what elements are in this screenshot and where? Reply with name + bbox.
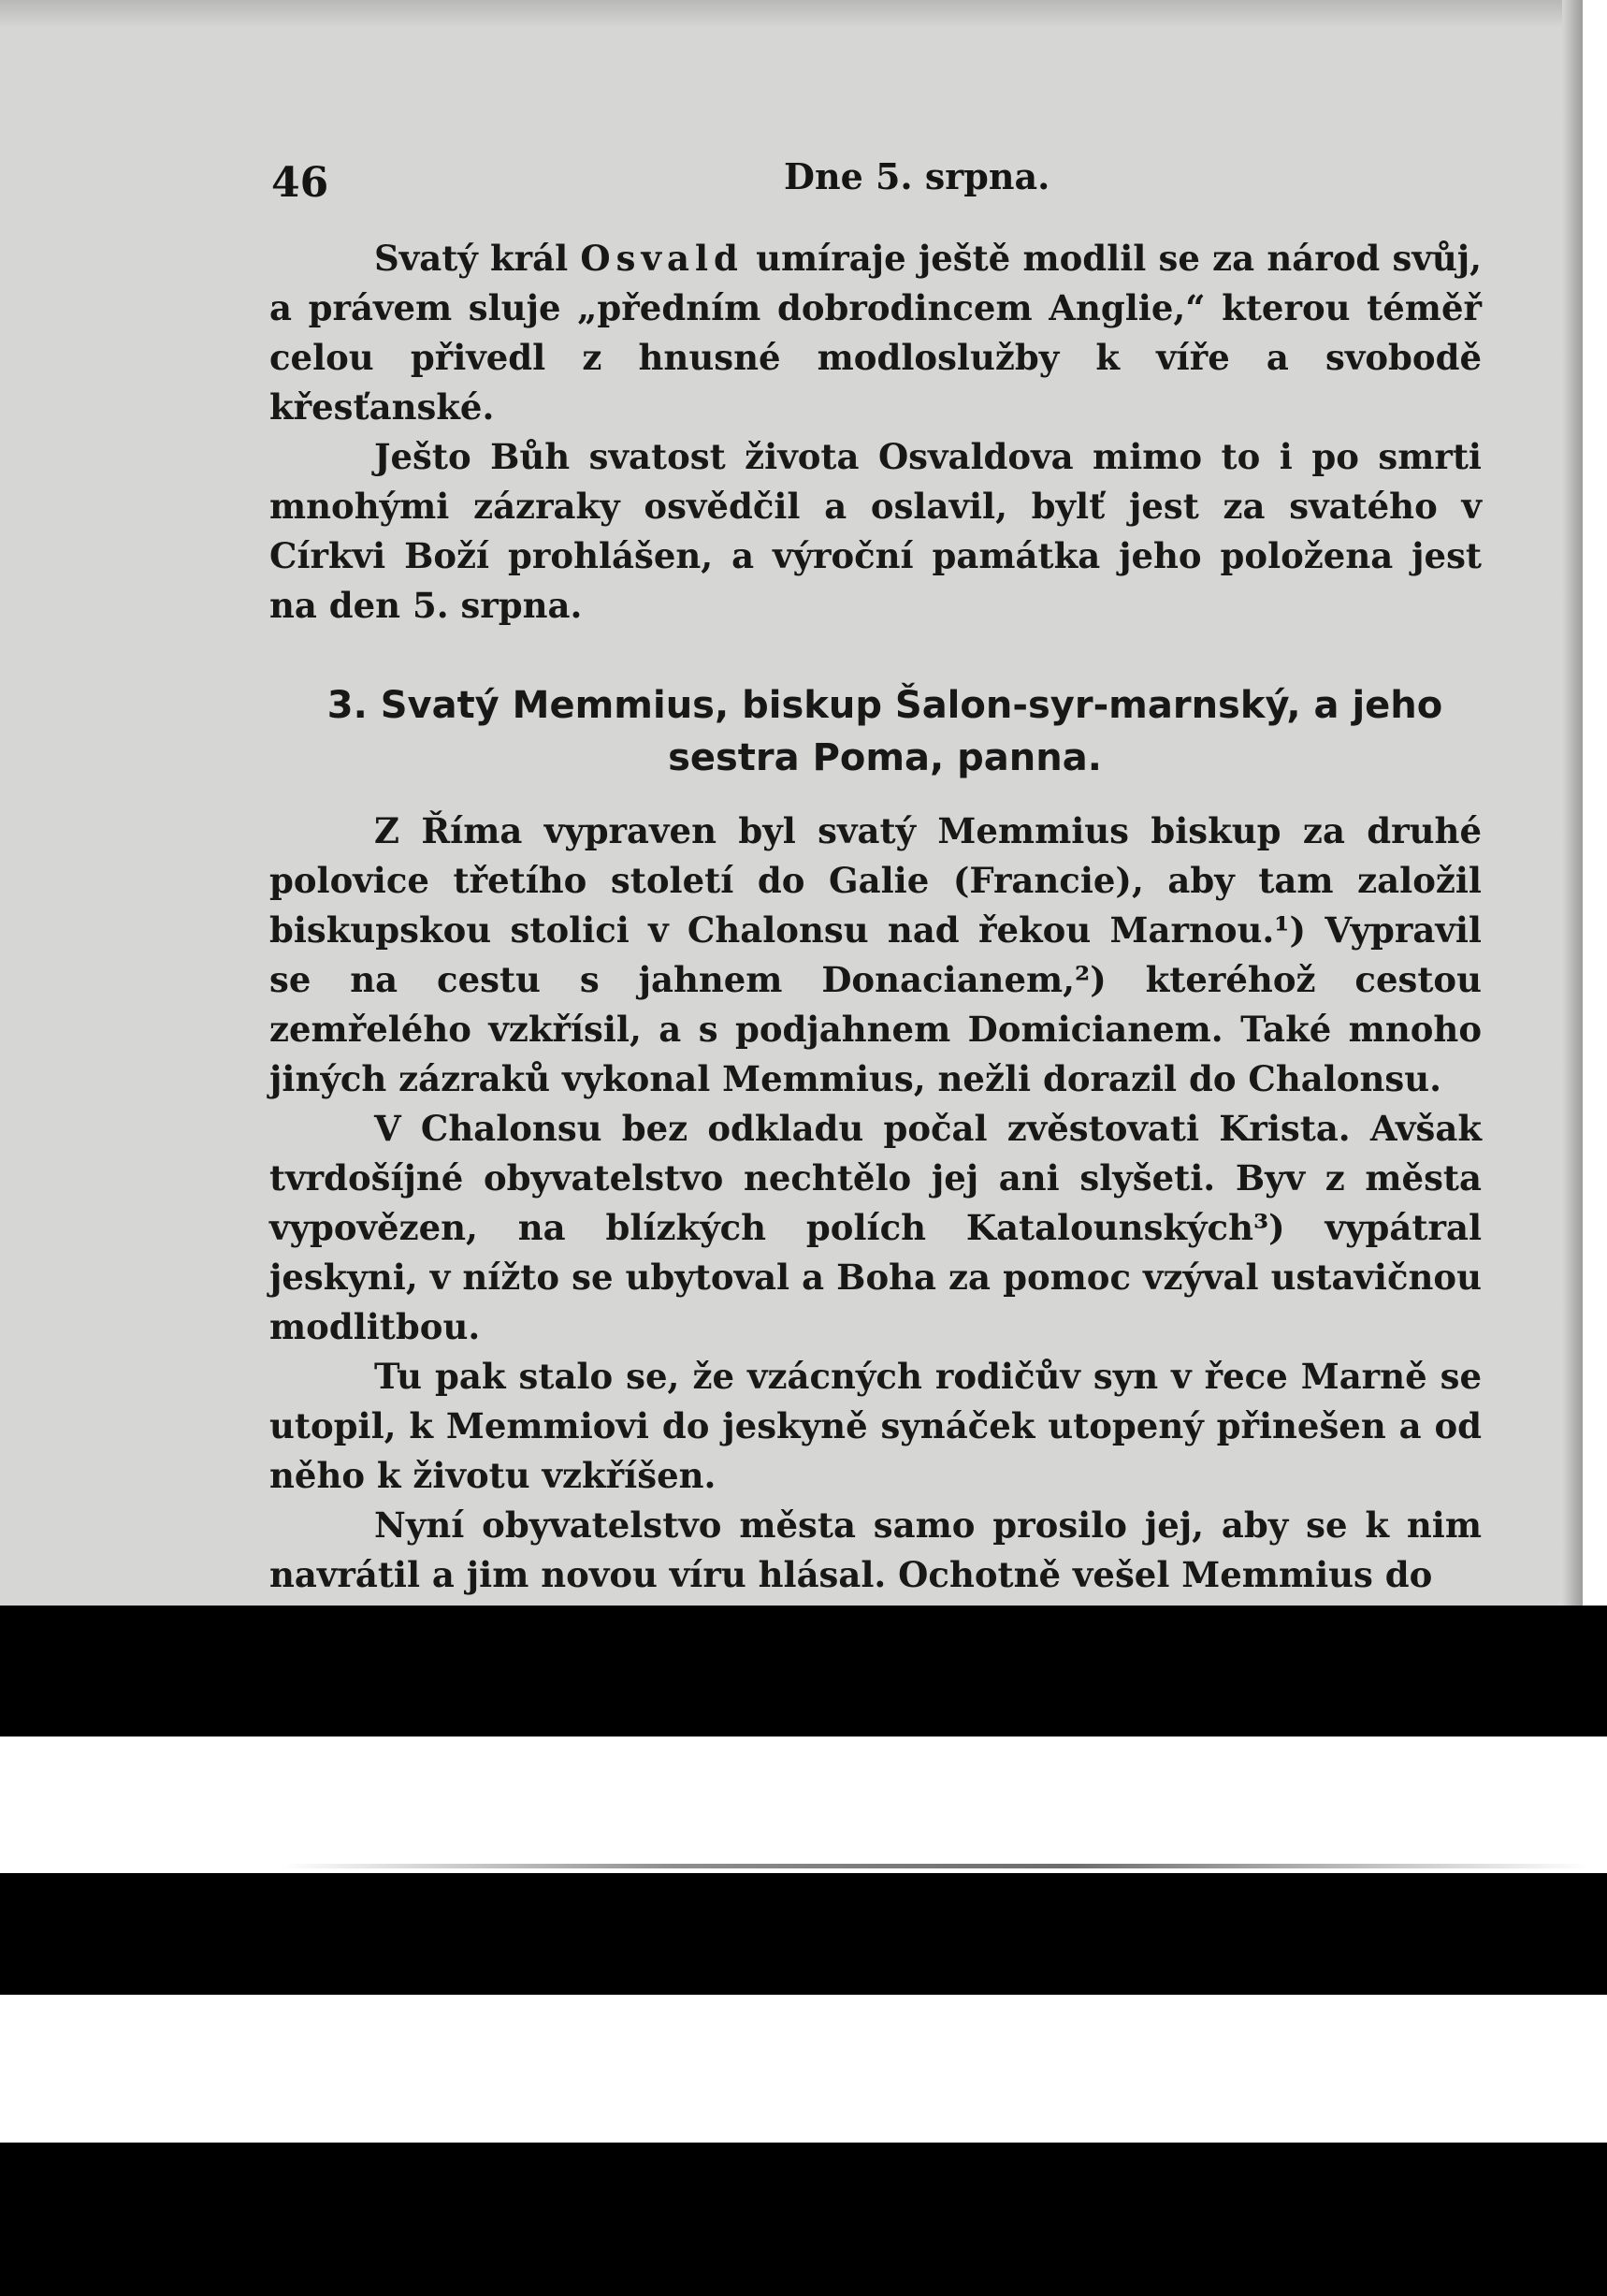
paragraph-5: Tu pak stalo se, že vzácných rodičův syn v řece Marně se utopil, k Memmiovi do jeskyně synáček utopený přinešen a od něho k životu vzkříšen.: [269, 1356, 1482, 1496]
paragraph-1: Svatý král Osvald umíraje ještě modlil se za národ svůj, a právem sluje „předním dobrodincem Anglie,“ kterou téměř celou přivedl z hnusné modloslužby k víře a svobodě křesťanské.: [269, 238, 1482, 428]
page-header: [0, 150, 1607, 206]
page-edge-shadow: [1562, 0, 1583, 1606]
paragraph-3: Z Říma vypraven byl svatý Memmius biskup za druhé polovice třetího století do Galie (Francie), aby tam založil biskupskou stolici v Chalonsu nad řekou Marnou.¹) Vypravil se na cestu s jahnem Donacianem,²) kteréhož cestou zemřelého vzkřísil, a s podjahnem Domicianem. Také mnoho jiných zázraků vykonal Memmius, nežli dorazil do Chalonsu.: [269, 810, 1482, 1099]
page-edge-margin: [1583, 0, 1607, 1606]
black-band-3: [0, 2143, 1607, 2296]
section-heading: 3. Svatý Memmius, biskup Šalon-syr-marnský, a jeho sestra Poma, panna.: [326, 684, 1443, 779]
paragraph-6: Nyní obyvatelstvo města samo prosilo jej, aby se k nim navrátil a jim novou víru hlásal. Ochotně vešel Memmius do: [269, 1504, 1482, 1595]
white-gap-1: [0, 1737, 1607, 1873]
black-band-2: [0, 1873, 1607, 1995]
scan-line: [281, 1864, 1590, 1868]
paragraph-4: V Chalonsu bez odkladu počal zvěstovati Krista. Avšak tvrdošíjné obyvatelstvo nechtělo jej ani slyšeti. Byv z města vypovězen, na blízkých polích Katalounských³) vypátral jeskyni, v nížto se ubytoval a Boha za pomoc vzýval ustavičnou modlitbou.: [269, 1108, 1482, 1347]
white-gap-2: [0, 1995, 1607, 2143]
page-body: [269, 234, 1482, 1600]
running-head: Dne 5. srpna.: [784, 155, 1050, 197]
page-top-edge: [0, 0, 1583, 28]
black-band-1: [0, 1606, 1607, 1737]
paragraph-2: Ješto Bůh svatost života Osvaldova mimo to i po smrti mnohými zázraky osvědčil a oslavil, bylť jest za svatého v Církvi Boží prohlášen, a výroční památka jeho položena jest na den 5. srpna.: [269, 436, 1482, 626]
page-number: 46: [271, 159, 329, 207]
name-osvald: Osvald: [580, 238, 744, 279]
